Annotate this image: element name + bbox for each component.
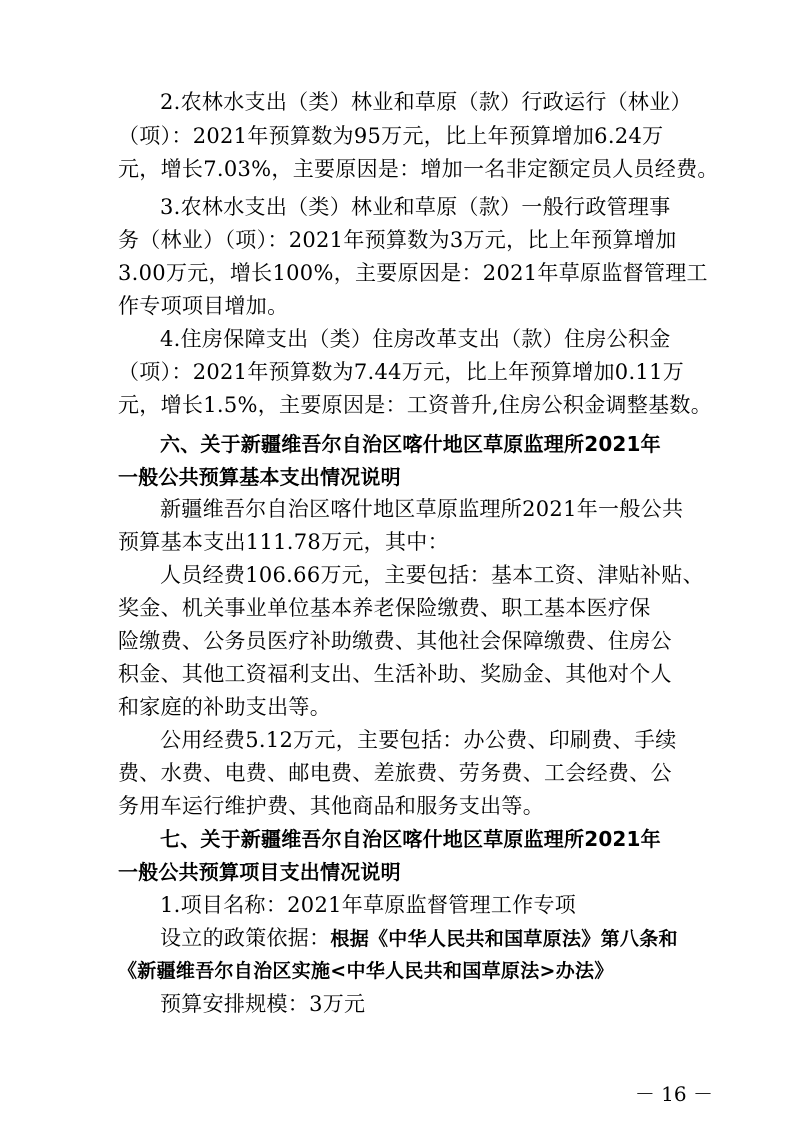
paragraph-line: 2.农林水支出（类）林业和草原（款）行政运行（林业）: [160, 90, 692, 114]
paragraph-line: 积金、其他工资福利支出、生活补助、奖励金、其他对个人: [118, 662, 672, 686]
policy-basis-text: 根据《中华人民共和国草原法》第八条和: [330, 928, 678, 950]
policy-basis-label: 设立的政策依据：: [160, 926, 331, 950]
section-heading: 一般公共预算基本支出情况说明: [118, 465, 401, 489]
paragraph-line: 预算基本支出111.78万元，其中：: [118, 530, 449, 554]
paragraph-line: 费、水费、电费、邮电费、差旅费、劳务费、工会经费、公: [118, 761, 672, 785]
paragraph-line: 《新疆维吾尔自治区实施<中华人民共和国草原法>办法》: [118, 960, 614, 982]
paragraph-line: 务（林业）（项）：2021年预算数为3万元，比上年预算增加: [118, 228, 677, 252]
paragraph-line: （项）：2021年预算数为95万元，比上年预算增加6.24万: [118, 124, 664, 148]
paragraph-line: （项）：2021年预算数为7.44万元，比上年预算增加0.11万: [118, 360, 685, 384]
paragraph-line: 元，增长7.03%，主要原因是：增加一名非定额定员人员经费。: [118, 157, 719, 181]
paragraph-line: 新疆维吾尔自治区喀什地区草原监理所2021年一般公共: [160, 497, 684, 521]
section-heading: 六、关于新疆维吾尔自治区喀什地区草原监理所2021年: [160, 432, 661, 456]
paragraph-line: 险缴费、公务员医疗补助缴费、其他社会保障缴费、住房公: [118, 629, 672, 653]
paragraph-line: 预算安排规模：3万元: [160, 992, 366, 1016]
paragraph-line: 3.农林水支出（类）林业和草原（款）一般行政管理事: [160, 195, 671, 219]
paragraph-line: 奖金、机关事业单位基本养老保险缴费、职工基本医疗保: [118, 596, 651, 620]
paragraph-line: 3.00万元，增长100%，主要原因是：2021年草原监督管理工: [118, 261, 708, 285]
paragraph-line: 人员经费106.66万元，主要包括：基本工资、津贴补贴、: [160, 563, 704, 587]
page-number: － 16 －: [634, 1082, 713, 1106]
paragraph-line: 务用车运行维护费、其他商品和服务支出等。: [118, 794, 544, 818]
paragraph-line: 公用经费5.12万元，主要包括：办公费、印刷费、手续: [160, 728, 677, 752]
paragraph-line: 4.住房保障支出（类）住房改革支出（款）住房公积金: [160, 327, 671, 351]
paragraph-line: 和家庭的补助支出等。: [118, 695, 331, 719]
paragraph-line: [160, 921, 700, 955]
section-heading: 一般公共预算项目支出情况说明: [118, 860, 401, 884]
paragraph-line: 1.项目名称：2021年草原监督管理工作专项: [160, 893, 577, 917]
paragraph-line: 元，增长1.5%，主要原因是：工资普升,住房公积金调整基数。: [118, 393, 713, 417]
paragraph-line: 作专项项目增加。: [118, 294, 289, 318]
section-heading: 七、关于新疆维吾尔自治区喀什地区草原监理所2021年: [160, 827, 661, 851]
